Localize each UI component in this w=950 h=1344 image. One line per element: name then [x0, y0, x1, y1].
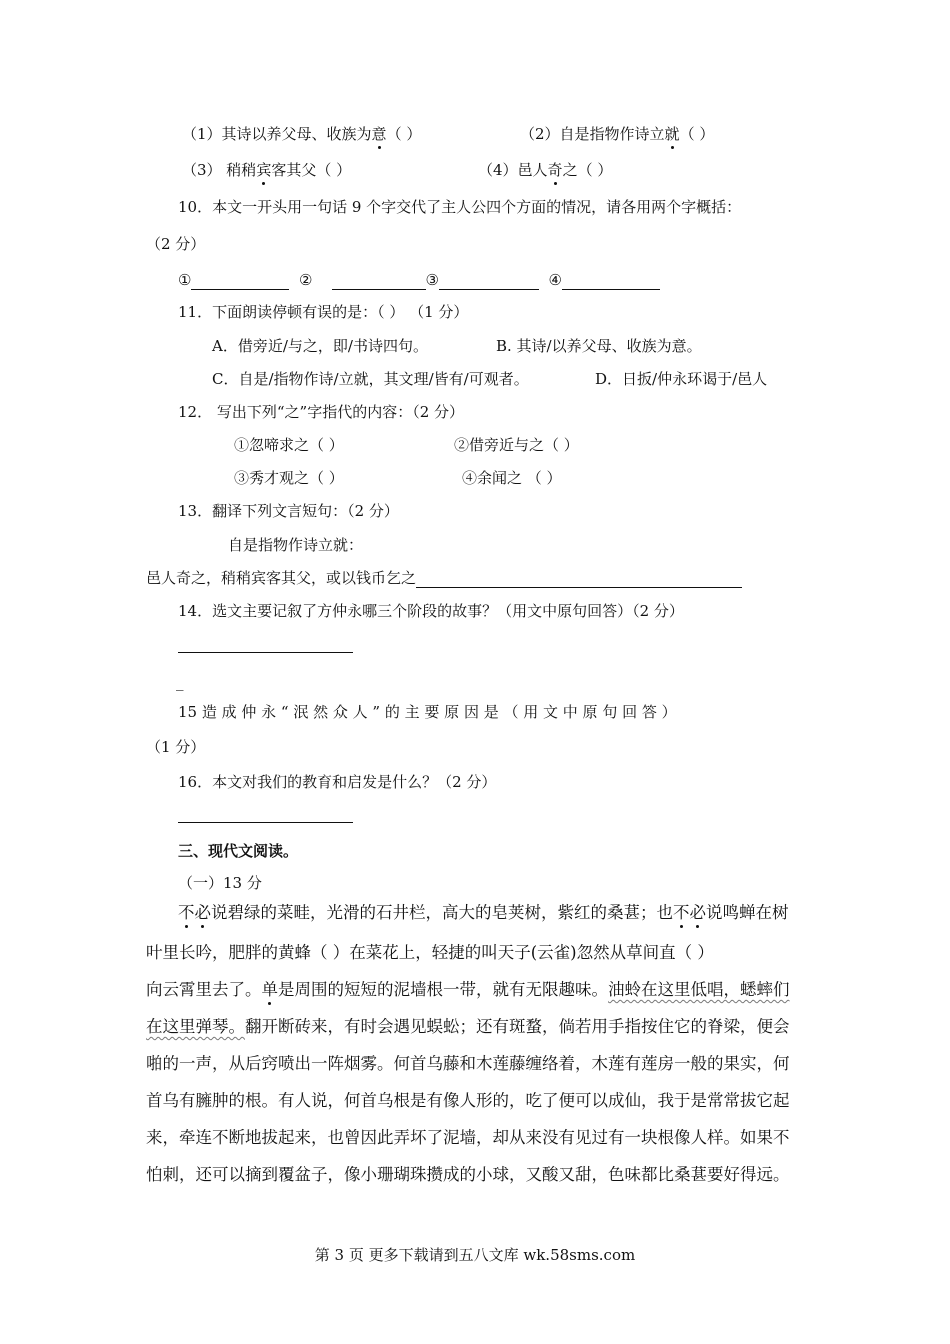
answer-line[interactable] [178, 822, 353, 823]
answer-blank[interactable] [416, 571, 742, 588]
q10-points: （2 分） [146, 235, 206, 253]
q9-item-3: （3） 稍稍宾客其父（ ） [182, 161, 352, 179]
q11-option-c: C．自是/指物作诗/立就，其文理/皆有/可观者。 [212, 370, 529, 388]
q12-item-3: ③秀才观之（ ） [234, 469, 344, 487]
q13-sentence-2: 邑人奇之，稍稍宾客其父，或以钱币乞之 [146, 568, 742, 588]
answer-line[interactable] [178, 652, 353, 653]
passage-line-7: 来，牵连不断地拔起来，也曾因此弄坏了泥墙，却从来没有见过有一块根像人样。如果不 [146, 1128, 790, 1147]
passage-line-6: 首乌有臃肿的根。有人说，何首乌根是有像人形的，吃了便可以成仙，我于是常常拔它起 [146, 1091, 790, 1110]
q15-points: （1 分） [146, 738, 206, 756]
q12-item-4: ④余闻之 （ ） [462, 469, 562, 487]
section-subtitle: （一）13 分 [178, 874, 262, 892]
q11-option-b: B. 其诗/以养父母、收族为意。 [496, 337, 702, 355]
q13-sentence-1: 自是指物作诗立就： [228, 536, 364, 554]
passage-line-3: 向云霄里去了。单是周围的短短的泥墙根一带，就有无限趣味。油蛉在这里低唱，蟋蟀们 [146, 980, 790, 999]
passage-line-2: 叶里长吟，肥胖的黄蜂（ ）在菜花上，轻捷的叫天子(云雀)忽然从草间直（ ） [146, 943, 714, 962]
q12-item-1: ①忽啼求之（ ） [234, 436, 344, 454]
answer-dash: _ [176, 673, 184, 691]
q12-stem: 12． 写出下列“之”字指代的内容：（2 分） [178, 403, 465, 421]
q11-option-d: D．日扳/仲永环谒于/邑人 [595, 370, 768, 388]
emphasis-dot: 意 [371, 125, 387, 143]
passage-line-8: 怕刺，还可以摘到覆盆子，像小珊瑚珠攒成的小球，又酸又甜，色味都比桑葚要好得远。 [146, 1165, 790, 1184]
page-footer: 第 3 页 更多下载请到五八文库 wk.58sms.com [314, 1246, 636, 1264]
q9-item-2: （2）自是指物作诗立就（ ） [520, 125, 715, 143]
answer-blank[interactable] [562, 273, 660, 290]
q12-item-2: ②借旁近与之（ ） [454, 436, 579, 454]
q11-option-a: A．借旁近/与之，即/书诗四句。 [212, 337, 428, 355]
q16-stem: 16．本文对我们的教育和启发是什么？（2 分） [178, 773, 497, 791]
section-title: 三、现代文阅读。 [178, 842, 299, 860]
emphasis-dot: 就 [664, 125, 680, 143]
answer-blank[interactable] [191, 273, 289, 290]
passage-line-4: 在这里弹琴。翻开断砖来，有时会遇见蜈蚣；还有斑蝥，倘若用手指按住它的脊梁，便会 [146, 1017, 790, 1036]
q10-stem: 10．本文一开头用一句话 9 个字交代了主人公四个方面的情况，请各用两个字概括： [178, 198, 742, 216]
q13-stem: 13．翻译下列文言短句：（2 分） [178, 502, 399, 520]
q9-item-1: （1）其诗以养父母、收族为意（ ） [182, 125, 422, 143]
emphasis-dot: 宾 [256, 161, 272, 179]
q14-stem: 14．选文主要记叙了方仲永哪三个阶段的故事？（用文中原句回答）（2 分） [178, 602, 684, 620]
emphasis-dot: 奇 [547, 161, 563, 179]
passage-line-5: 啪的一声，从后窍喷出一阵烟雾。何首乌藤和木莲藤缠络着，木莲有莲房一般的果实，何 [146, 1054, 790, 1073]
passage-line-1: 不必说碧绿的菜畦，光滑的石井栏，高大的皂荚树，紫红的桑葚；也不必说鸣蝉在树 [178, 903, 789, 922]
answer-blank[interactable] [332, 273, 426, 290]
answer-blank[interactable] [439, 273, 539, 290]
q15-stem: 15 造 成 仲 永 “ 泯 然 众 人 ” 的 主 要 原 因 是 （ 用 文 中 原 句 回 答 ） [178, 703, 677, 721]
q11-stem: 11．下面朗读停顿有误的是：（ ） （1 分） [178, 303, 469, 321]
q10-blanks: ① ② ③ ④ [178, 270, 660, 290]
q9-item-4: （4）邑人奇之（ ） [478, 161, 613, 179]
